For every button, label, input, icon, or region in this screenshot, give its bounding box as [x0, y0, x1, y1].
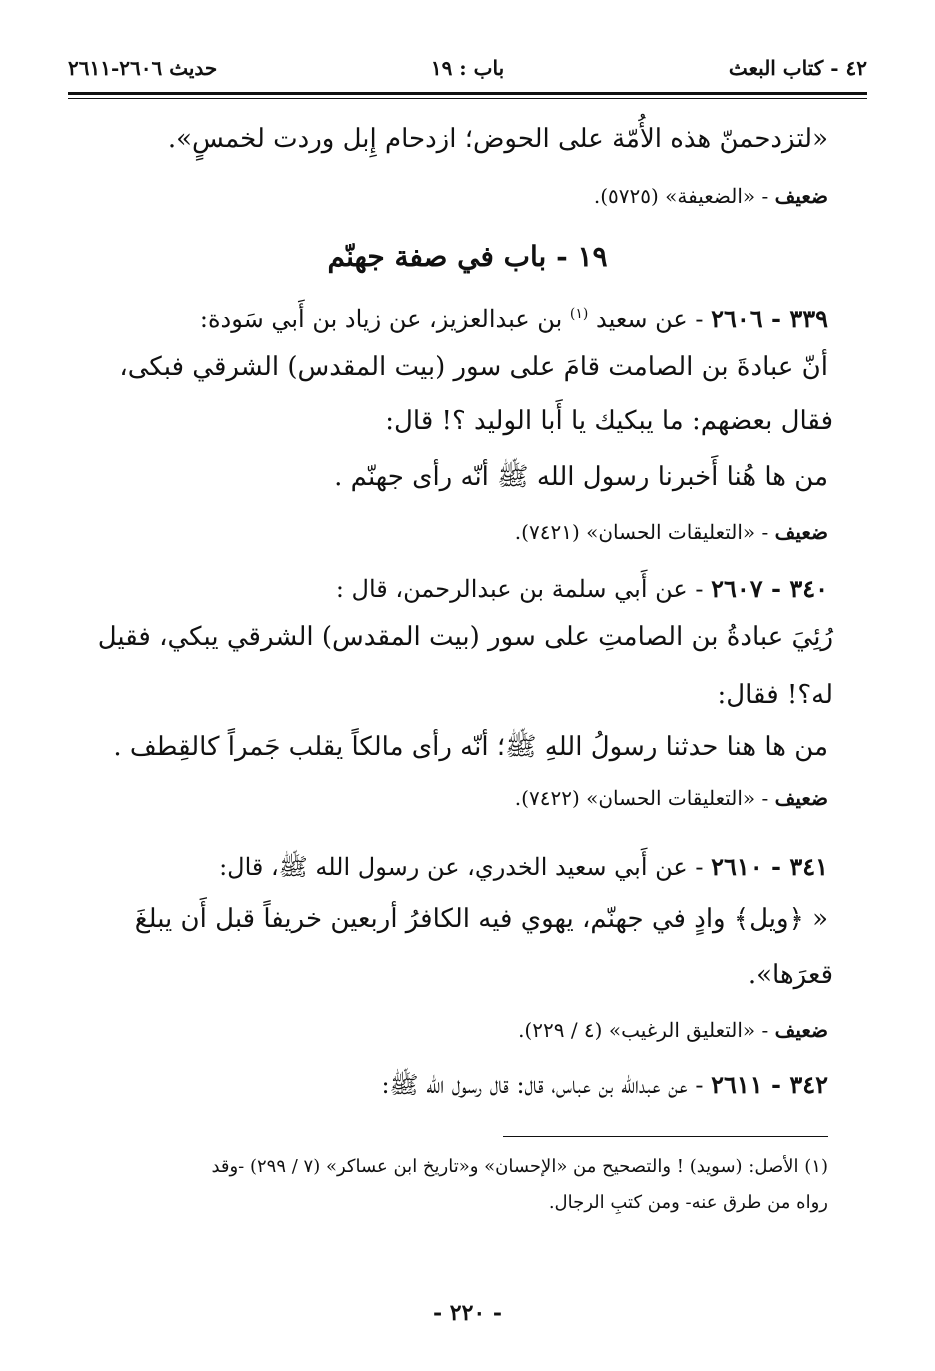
grade-word: ضعيف: [774, 184, 828, 208]
hadith-grade: [518, 1018, 828, 1042]
footnote-rule: [503, 1136, 828, 1137]
hadith-chain: [219, 852, 828, 887]
intro-grade: [594, 184, 828, 208]
chain-text: بن عبدالعزيز، عن زياد بن أَبي سَودة:: [199, 305, 570, 333]
page-number: - ٢٢٠ -: [432, 1300, 503, 1326]
footnote-line: (١) الأصل: (سويد) ! والتصحيح من «الإحسان» و«تاريخ ابن عساكر» (٧ / ٢٩٩) -وقد: [211, 1156, 828, 1177]
hadith-chain: [200, 304, 828, 333]
grade-word: ضعيف: [774, 786, 828, 810]
hadith-number: ٣٤٠ - ٢٦٠٧: [711, 574, 828, 603]
running-header: [68, 56, 867, 92]
hadith-number: ٣٤٢ - ٢٦١١: [711, 1070, 828, 1099]
hadith-grade: [515, 786, 828, 810]
header-rule-thick: [68, 92, 867, 95]
hadith-chain: [381, 1070, 828, 1105]
chain-text: - عن عبدالله بن عباس، قال: قال رسول الله ﷺ:: [381, 1071, 712, 1099]
grade-word: ضعيف: [774, 1018, 828, 1042]
chain-text: - عن سعيد: [588, 305, 712, 333]
grade-word: ضعيف: [774, 520, 828, 544]
hadith-text-line: من ها هنا حدثنا رسولُ اللهِ ﷺ؛ أنّه رأى مالكاً يقلب جَمراً كالقِطف .: [113, 732, 828, 762]
hadith-number: ٣٤١ - ٢٦١٠: [711, 852, 828, 881]
intro-text: «لتزدحمنّ هذه الأُمّة على الحوض؛ ازدحام إِبل وردت لخمسٍ».: [167, 124, 828, 154]
hadith-text-line: « ﴿ويل﴾ وادٍ في جهنّم، يهوي فيه الكافرُ أربعين خريفاً قبل أَن يبلغَ: [134, 904, 828, 934]
header-rule-thin: [68, 98, 867, 99]
hadith-text-line: قعرَها».: [747, 960, 833, 990]
chain-text: - عن أَبي سلمة بن عبدالرحمن، قال :: [335, 575, 712, 603]
footnote-line: رواه من طرق عنه- ومن كتبِ الرجال.: [548, 1192, 828, 1213]
chain-text: - عن أَبي سعيد الخدري، عن رسول الله ﷺ، قال:: [219, 853, 712, 881]
header-chapter: باب : ١٩: [430, 56, 505, 80]
section-heading: ١٩ - باب في صفة جهنّم: [327, 240, 608, 273]
header-hadith-range: حديث ٢٦٠٦-٢٦١١: [68, 56, 218, 80]
hadith-text-line: من ها هُنا أَخبرنا رسول الله ﷺ أنّه رأى جهنّم .: [334, 462, 828, 492]
hadith-text-line: رُئِيَ عبادةُ بن الصامتِ على سور (بيت المقدس) الشرقي يبكي، فقيل: [97, 622, 833, 652]
hadith-chain: [336, 574, 828, 603]
grade-reference: - «التعليقات الحسان» (٧٤٢٢).: [514, 786, 775, 810]
hadith-grade: [515, 520, 828, 544]
footnote-marker: (١): [569, 306, 589, 322]
hadith-text-line: أنّ عبادةَ بن الصامت قامَ على سور (بيت المقدس) الشرقي فبكى،: [119, 352, 828, 382]
hadith-text-line: له؟! فقال:: [717, 680, 833, 710]
grade-reference: - «الضعيفة» (٥٧٢٥).: [593, 184, 775, 208]
grade-reference: - «التعليقات الحسان» (٧٤٢١).: [514, 520, 775, 544]
hadith-text-line: فقال بعضهم: ما يبكيك يا أَبا الوليد ؟! قال:: [385, 406, 833, 436]
hadith-number: ٣٣٩ - ٢٦٠٦: [711, 304, 828, 333]
header-book-title: ٤٢ - كتاب البعث: [728, 56, 867, 80]
grade-reference: - «التعليق الرغيب» (٤ / ٢٢٩).: [518, 1018, 775, 1042]
